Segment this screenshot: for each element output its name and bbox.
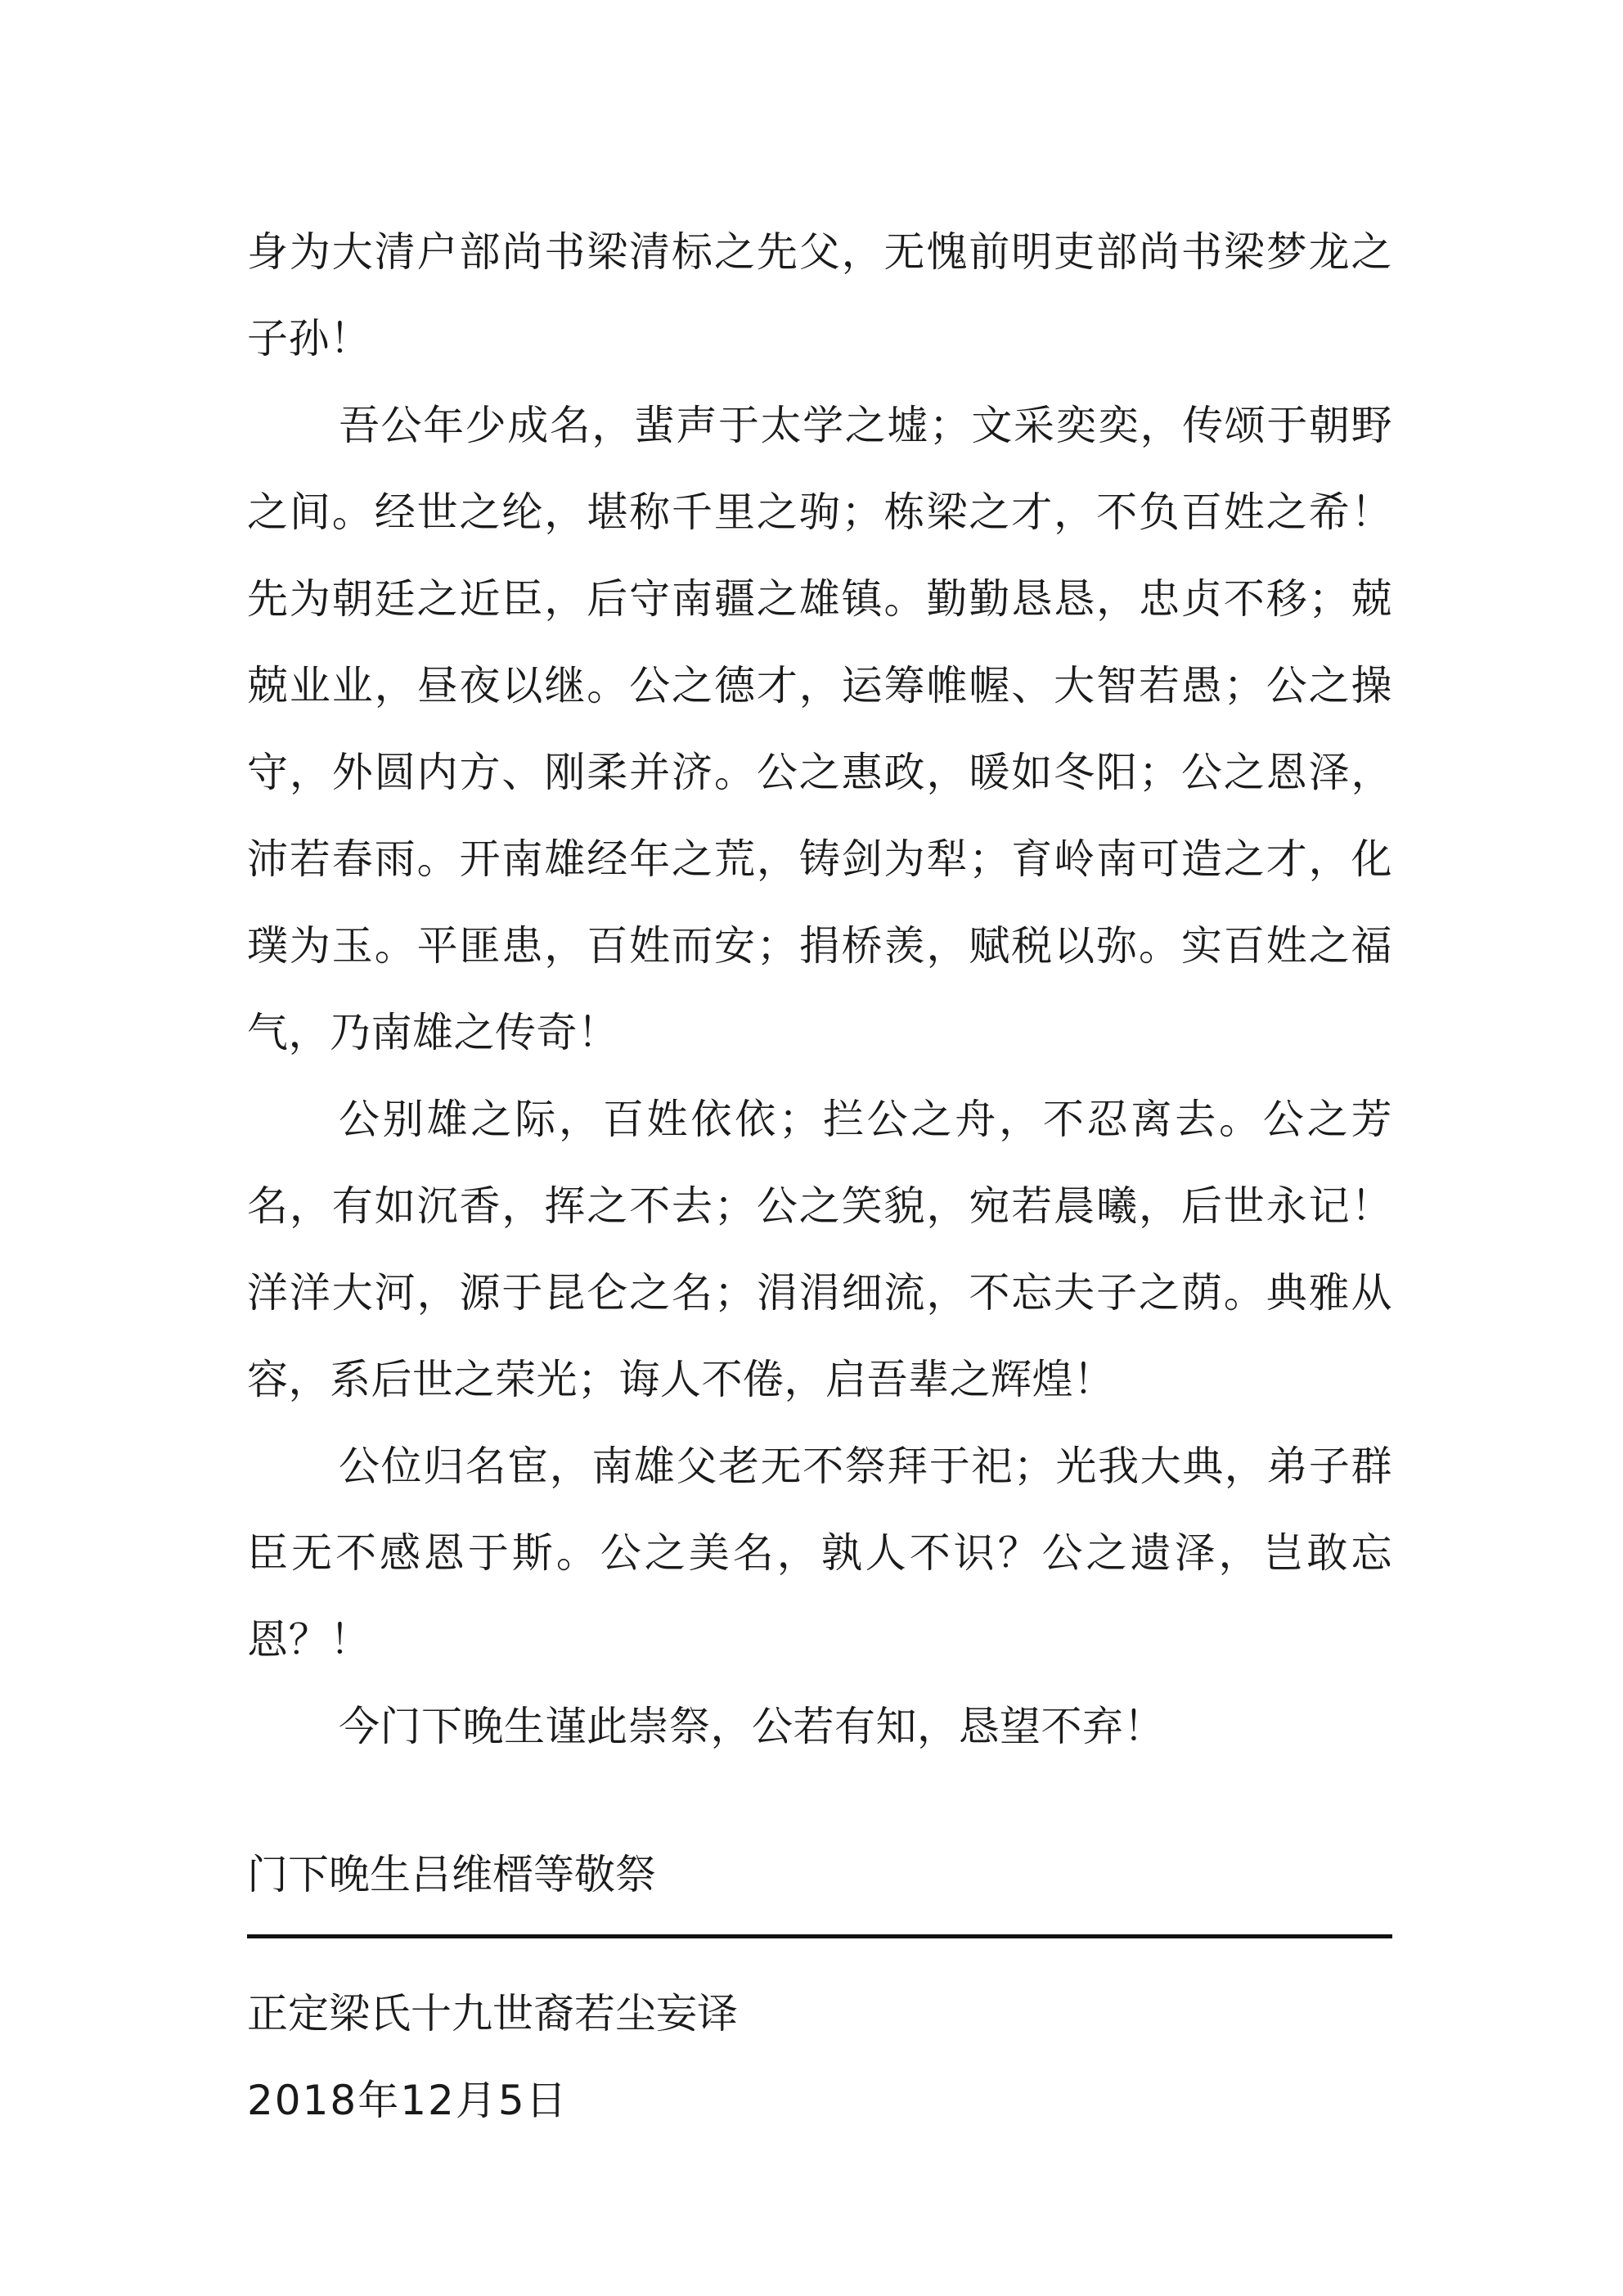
paragraph-3: 公别雄之际，百姓依依；拦公之舟，不忍离去。公之芳名，有如沉香，挥之不去；公之笑貌，宛若晨曦，后世永记！洋洋大河，源于昆仑之名；涓涓细流，不忘夫子之荫。典雅从容，系后世之荣光；诲人不倦，启吾辈之辉煌！ xyxy=(247,1096,1392,1403)
signature-line: 门下晚生吕维榗等敬祭 xyxy=(247,1851,656,1898)
paragraph-1: 身为大清户部尚书梁清标之先父，无愧前明吏部尚书梁梦龙之子孙！ xyxy=(247,228,1392,362)
horizontal-divider xyxy=(247,1934,1392,1938)
eulogy-body xyxy=(247,209,1392,1770)
paragraph-5: 今门下晚生谨此崇祭，公若有知，恳望不弃！ xyxy=(339,1703,1165,1750)
paragraph-4: 公位归名宦，南雄父老无不祭拜于祀；光我大典，弟子群臣无不感恩于斯。公之美名，孰人不识？公之遗泽，岂敢忘恩？！ xyxy=(247,1443,1392,1663)
paragraph-2: 吾公年少成名，蜚声于太学之墟；文采奕奕，传颂于朝野之间。经世之纶，堪称千里之驹；栋梁之才，不负百姓之希！先为朝廷之近臣，后守南疆之雄镇。勤勤恳恳，忠贞不移；兢兢业业，昼夜以继。公之德才，运筹帷幄、大智若愚；公之操守，外圆内方、刚柔并济。公之惠政，暖如冬阳；公之恩泽，沛若春雨。开南雄经年之荒，铸剑为犁；育岭南可造之才，化璞为玉。平匪患，百姓而安；捐桥羡，赋税以弥。实百姓之福气，乃南雄之传奇！ xyxy=(247,402,1392,1056)
translator-credit: 正定梁氏十九世裔若尘妄译 xyxy=(247,1990,738,2037)
document-date: 2018年12月5日 xyxy=(247,2077,569,2124)
